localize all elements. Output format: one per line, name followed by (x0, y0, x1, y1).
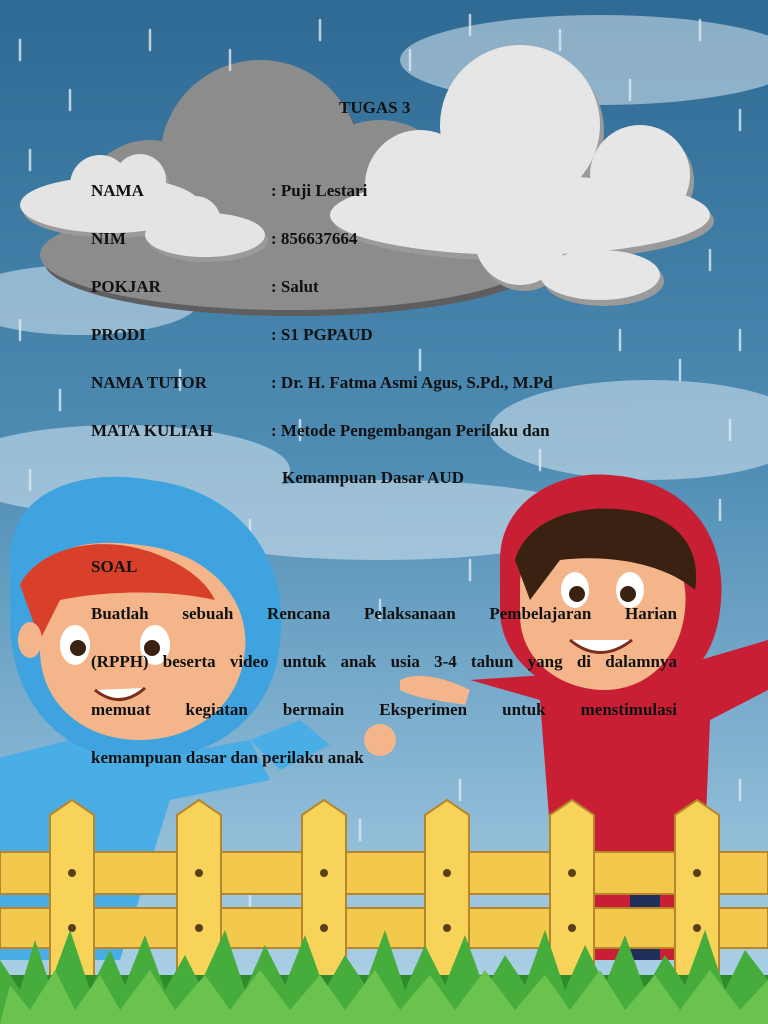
field-label-prodi: PRODI (91, 325, 146, 344)
soal-paragraph (91, 590, 677, 782)
field-label-nim: NIM (91, 229, 126, 248)
field-label-pokjar: POKJAR (91, 277, 161, 296)
soal-line: memuat kegiatan bermain Eksperimen untuk menstimulasi (91, 700, 677, 719)
field-value-mata-kuliah-continued: Kemampuan Dasar AUD (282, 468, 464, 487)
field-value-mata-kuliah: : Metode Pengembangan Perilaku dan (271, 421, 550, 440)
field-value-prodi: : S1 PGPAUD (271, 325, 373, 344)
soal-line: (RPPH) beserta video untuk anak usia 3-4 tahun yang di dalamnya (91, 652, 677, 671)
soal-heading: SOAL (91, 557, 138, 576)
field-value-pokjar: : Salut (271, 277, 319, 296)
page-title: TUGAS 3 (339, 98, 411, 117)
soal-line: kemampuan dasar dan perilaku anak (91, 748, 364, 767)
field-label-nama: NAMA (91, 181, 144, 200)
soal-line: Buatlah sebuah Rencana Pelaksanaan Pembelajaran Harian (91, 604, 677, 623)
field-label-mata-kuliah: MATA KULIAH (91, 421, 213, 440)
field-value-nim: : 856637664 (271, 229, 358, 248)
field-value-nama-tutor: : Dr. H. Fatma Asmi Agus, S.Pd., M.Pd (271, 373, 553, 392)
field-label-nama-tutor: NAMA TUTOR (91, 373, 208, 392)
field-value-nama: : Puji Lestari (271, 181, 368, 200)
